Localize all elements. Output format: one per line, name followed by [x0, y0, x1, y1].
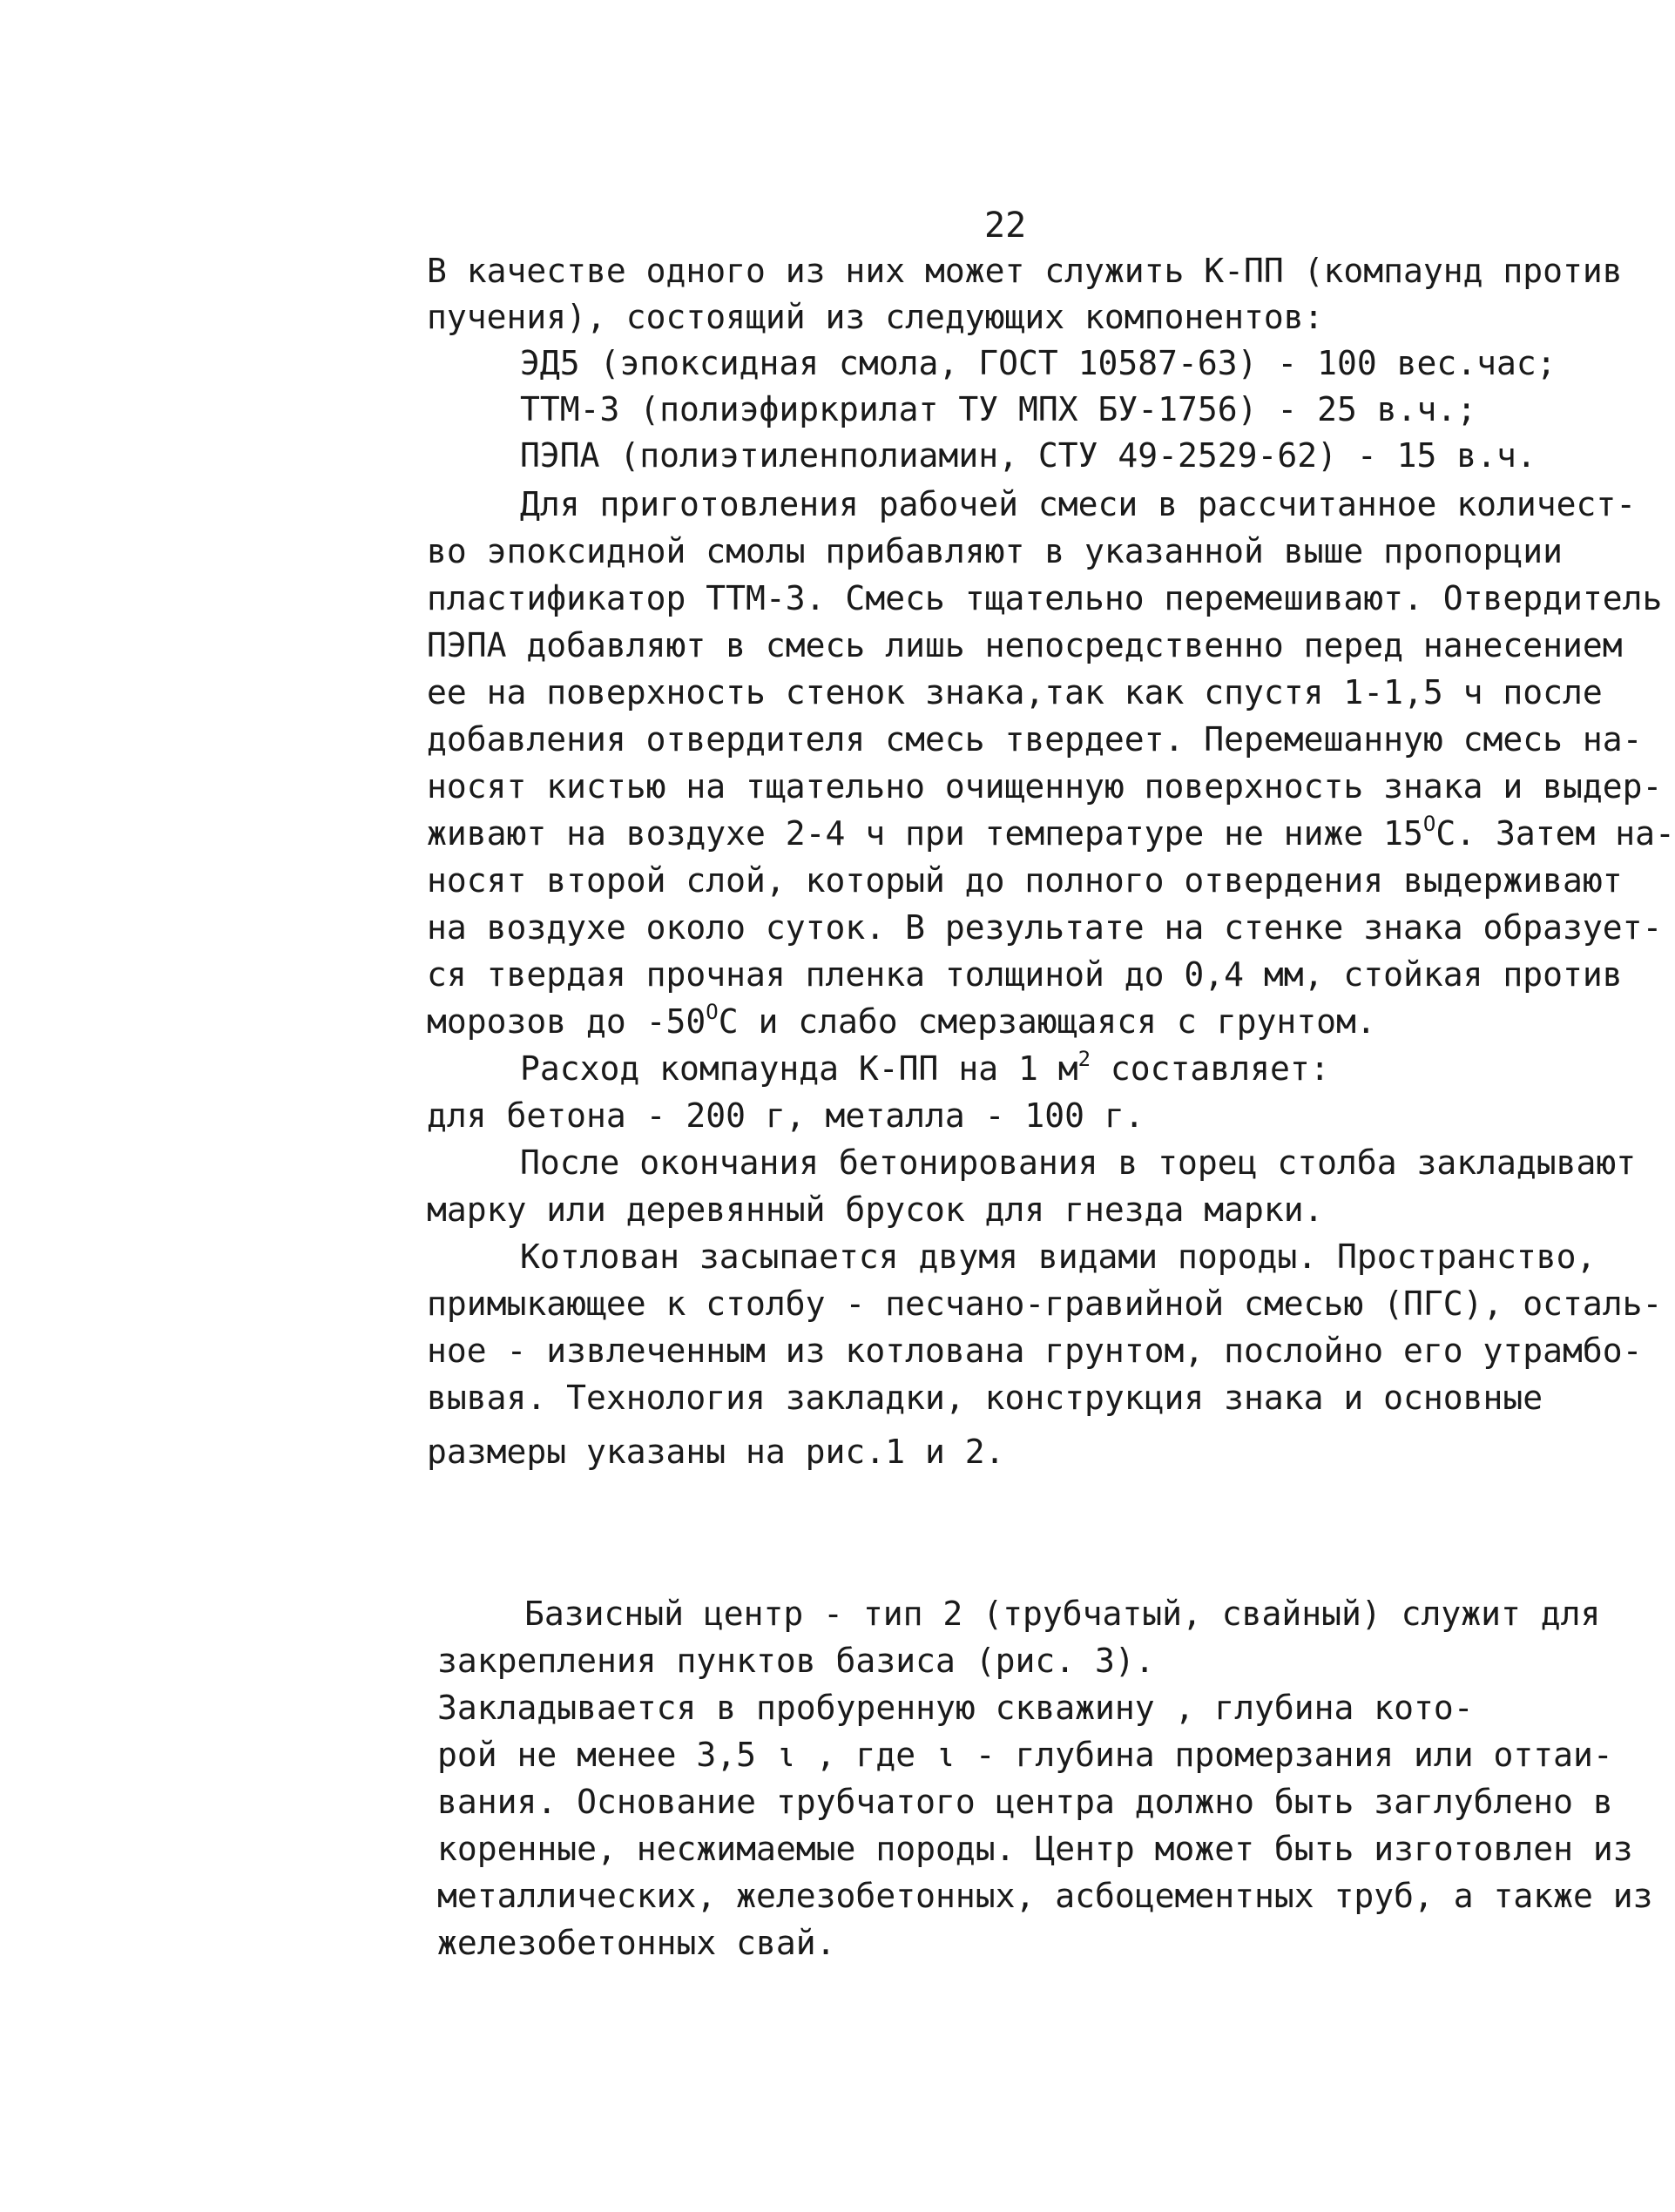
text-line: ТТМ-3 (полиэфиркрилат ТУ МПХ БУ-1756) - 25 в.ч.;: [520, 390, 1477, 428]
text-line: железобетонных свай.: [437, 1924, 836, 1962]
text-line: ПЭПА добавляют в смесь лишь непосредственно перед нанесением: [427, 626, 1623, 664]
text-line: носят кистью на тщательно очищенную поверхность знака и выдер-: [427, 767, 1663, 806]
text-line: пластификатор ТТМ-3. Смесь тщательно перемешивают. Отвердитель: [427, 579, 1663, 617]
text-segment: живают на воздухе 2-4 ч при температуре не ниже 15: [427, 814, 1423, 853]
text-line: на воздухе около суток. В результате на стенке знака образует-: [427, 908, 1663, 947]
text-line: [427, 1000, 1376, 1041]
text-line: Закладывается в пробуренную скважину , глубина кото-: [437, 1689, 1474, 1727]
text-line: [520, 1047, 1330, 1088]
text-line: размеры указаны на рис.1 и 2.: [427, 1433, 1005, 1471]
text-line: Базисный центр - тип 2 (трубчатый, свайный) служит для: [524, 1595, 1601, 1633]
text-segment: морозов до -50: [427, 1002, 706, 1041]
text-line: металлических, железобетонных, асбоцементных труб, а также из: [437, 1877, 1653, 1915]
text-line: В качестве одного из них может служить К-ПП (компаунд против: [427, 252, 1623, 290]
text-line: вания. Основание трубчатого центра должно быть заглублено в: [437, 1783, 1613, 1821]
text-line: закрепления пунктов базиса (рис. 3).: [437, 1642, 1155, 1680]
text-line: марку или деревянный брусок для гнезда марки.: [427, 1190, 1324, 1229]
text-line: рой не менее 3,5 ι , где ι - глубина промерзания или оттаи-: [437, 1736, 1613, 1774]
text-line: ное - извлеченным из котлована грунтом, послойно его утрамбо-: [427, 1332, 1643, 1370]
text-line: После окончания бетонирования в торец столба закладывают: [520, 1143, 1637, 1182]
text-line: [427, 812, 1675, 853]
text-line: ее на поверхность стенок знака,так как спустя 1-1,5 ч после: [427, 673, 1603, 711]
text-line: Котлован засыпается двумя видами породы. Пространство,: [520, 1238, 1597, 1276]
text-line: для бетона - 200 г, металла - 100 г.: [427, 1096, 1145, 1135]
degree-superscript: О: [1422, 812, 1436, 836]
text-segment: С и слабо смерзающаяся с грунтом.: [718, 1002, 1376, 1041]
text-line: примыкающее к столбу - песчано-гравийной смесью (ПГС), осталь-: [427, 1285, 1663, 1323]
text-line: носят второй слой, который до полного отвердения выдерживают: [427, 861, 1623, 900]
text-line: ПЭПА (полиэтиленполиамин, СТУ 49-2529-62) - 15 в.ч.: [520, 436, 1537, 475]
degree-superscript: О: [706, 1000, 719, 1024]
text-line: ЭД5 (эпоксидная смола, ГОСТ 10587-63) - 100 вес.час;: [520, 344, 1557, 382]
text-line: Для приготовления рабочей смеси в рассчитанное количест-: [520, 485, 1637, 523]
text-segment: Расход компаунда К-ПП на 1 м: [520, 1049, 1078, 1088]
text-line: ся твердая прочная пленка толщиной до 0,4 мм, стойкая против: [427, 955, 1623, 994]
square-superscript: 2: [1077, 1047, 1091, 1071]
text-line: добавления отвердителя смесь твердеет. Перемешанную смесь на-: [427, 720, 1643, 759]
text-line: вывая. Технология закладки, конструкция знака и основные: [427, 1379, 1543, 1417]
text-line: пучения), состоящий из следующих компонентов:: [427, 298, 1324, 336]
text-line: во эпоксидной смолы прибавляют в указанной выше пропорции: [427, 532, 1564, 570]
text-segment: составляет:: [1091, 1049, 1330, 1088]
text-segment: С. Затем на-: [1435, 814, 1675, 853]
page-number: 22: [984, 206, 1027, 246]
text-line: коренные, несжимаемые породы. Центр может быть изготовлен из: [437, 1830, 1633, 1868]
